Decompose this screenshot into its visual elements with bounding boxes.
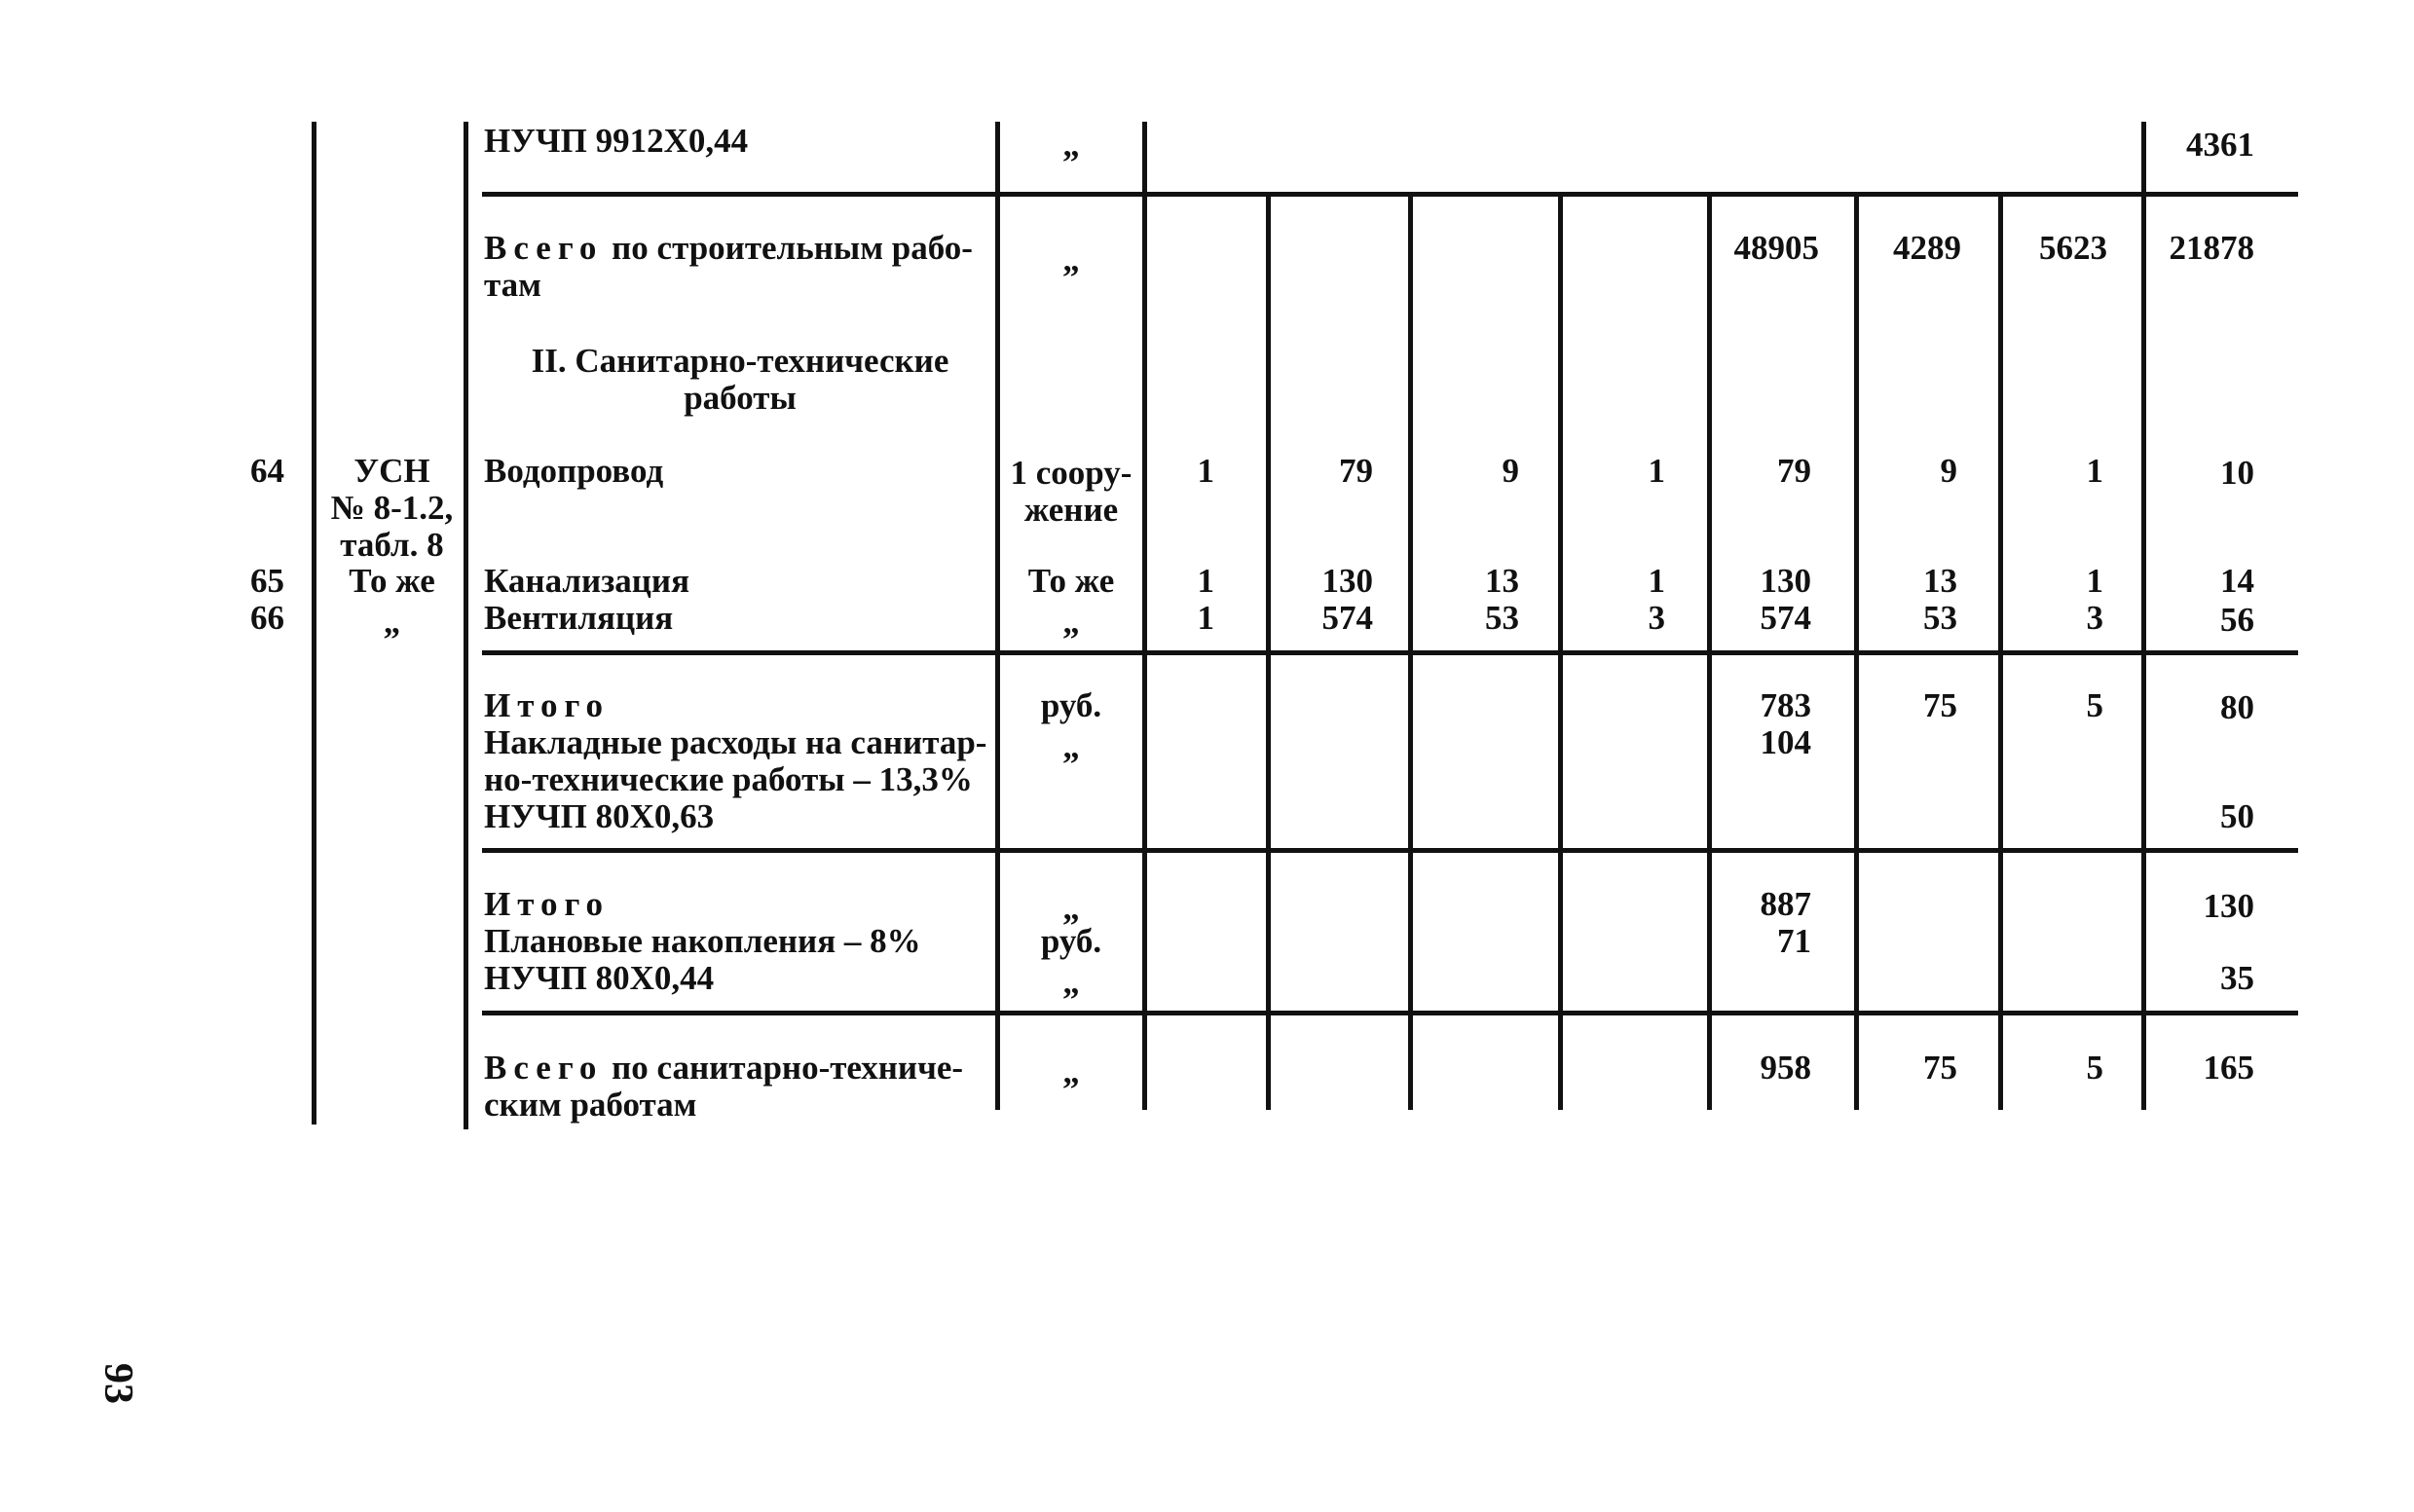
nuchp2-label: НУЧП 80Х0,44 — [484, 959, 715, 997]
item-64-ref-1: УСН — [353, 452, 430, 490]
sanitary-total-unit: „ — [1062, 1052, 1080, 1090]
nuchp2-c9: 35 — [2220, 959, 2254, 997]
item-64-c3: 79 — [1339, 452, 1373, 490]
subtotal1-c9: 80 — [2220, 688, 2254, 726]
rule-row-4 — [482, 1011, 2298, 1015]
subtotal2-label: Итого — [484, 885, 610, 923]
construction-total-unit: „ — [1062, 240, 1080, 278]
rule-col-name — [995, 122, 1000, 1110]
planned-unit: руб. — [1040, 922, 1102, 960]
subtotal1-unit: руб. — [1040, 686, 1102, 724]
item-65-unit-1: То же — [1027, 562, 1115, 600]
item-66-c5: 3 — [1648, 599, 1665, 637]
subtotal1-label: Итого — [484, 686, 610, 724]
construction-total-rest: по строительным рабо- — [612, 229, 973, 267]
overhead-c6: 104 — [1760, 723, 1811, 761]
item-64-c2: 1 — [1197, 452, 1214, 490]
item-64-c8: 1 — [2086, 452, 2103, 490]
sanitary-total-rest: по санитарно-техниче- — [612, 1049, 964, 1087]
sanitary-total-spaced: Всего — [484, 1049, 604, 1087]
sanitary-total-c6: 958 — [1760, 1049, 1811, 1087]
item-65-ref-1: То же — [349, 562, 435, 600]
item-65-c5: 1 — [1648, 562, 1665, 600]
construction-total-c6: 48905 — [1733, 229, 1819, 267]
item-65-num: 65 — [250, 562, 284, 600]
item-64-ref-3: табл. 8 — [340, 526, 444, 564]
item-64-ref-2: № 8-1.2, — [330, 489, 454, 527]
item-64-name: Водопровод — [484, 452, 664, 490]
construction-total-c9: 21878 — [2169, 229, 2254, 267]
item-65-c3: 130 — [1321, 562, 1373, 600]
item-65-c7: 13 — [1923, 562, 1957, 600]
construction-total-c7: 4289 — [1893, 229, 1961, 267]
item-65-name: Канализация — [484, 562, 690, 600]
subtotal1-c6: 783 — [1760, 686, 1811, 724]
sanitary-total-label-line2: ским работам — [484, 1086, 697, 1124]
rule-col-num — [312, 122, 316, 1125]
page-number: 93 — [95, 1363, 140, 1404]
item-66-c7: 53 — [1923, 599, 1957, 637]
item-65-c8: 1 — [2086, 562, 2103, 600]
item-65-c4: 13 — [1485, 562, 1519, 600]
top-row-total: 4361 — [2186, 126, 2254, 164]
sanitary-total-c9: 165 — [2203, 1049, 2254, 1087]
nuchp1-c9: 50 — [2220, 797, 2254, 835]
item-66-c6: 574 — [1760, 599, 1811, 637]
item-64-c4: 9 — [1502, 452, 1519, 490]
item-66-c2: 1 — [1197, 599, 1214, 637]
nuchp1-label: НУЧП 80Х0,63 — [484, 797, 715, 835]
item-64-unit-1: 1 соору- — [1010, 454, 1133, 492]
item-66-num: 66 — [250, 599, 284, 637]
subtotal1-c7: 75 — [1923, 686, 1957, 724]
item-66-c4: 53 — [1485, 599, 1519, 637]
item-66-unit-1: „ — [1062, 603, 1080, 641]
sanitary-total-label — [484, 1050, 963, 1087]
overhead-line1: Накладные расходы на санитар- — [484, 723, 987, 761]
nuchp2-unit: „ — [1062, 963, 1080, 1001]
item-65-c9: 14 — [2220, 562, 2254, 600]
item-66-c8: 3 — [2086, 599, 2103, 637]
section-heading-line2: работы — [684, 379, 797, 417]
top-row-unit: „ — [1062, 126, 1080, 164]
item-66-c3: 574 — [1321, 599, 1373, 637]
rule-row-2 — [482, 650, 2298, 655]
overhead-line2: но-технические работы – 13,3% — [484, 760, 973, 798]
construction-total-label — [484, 230, 973, 267]
item-65-c6: 130 — [1760, 562, 1811, 600]
rule-col-ref — [464, 122, 468, 1129]
item-66-name: Вентиляция — [484, 599, 674, 637]
item-66-c9: 56 — [2220, 601, 2254, 639]
construction-total-c8: 5623 — [2039, 229, 2107, 267]
item-64-c9: 10 — [2220, 454, 2254, 492]
item-64-c7: 9 — [1940, 452, 1957, 490]
subtotal2-unit: „ — [1062, 889, 1080, 927]
rule-col-c9 — [2141, 122, 2146, 1110]
overhead-unit: „ — [1062, 727, 1080, 765]
planned-c6: 71 — [1777, 922, 1811, 960]
rule-row-3 — [482, 848, 2298, 853]
construction-total-spaced: Всего — [484, 229, 604, 267]
item-64-c6: 79 — [1777, 452, 1811, 490]
rule-col-unit — [1142, 122, 1147, 1110]
subtotal2-c9: 130 — [2203, 887, 2254, 925]
top-row-label: НУЧП 9912Х0,44 — [484, 122, 749, 160]
sanitary-total-c8: 5 — [2086, 1049, 2103, 1087]
rule-row-1 — [482, 192, 2298, 197]
item-64-unit-2: жение — [1023, 491, 1119, 529]
construction-total-label-line2: там — [484, 266, 541, 304]
item-64-c5: 1 — [1648, 452, 1665, 490]
item-65-c2: 1 — [1197, 562, 1214, 600]
item-66-ref-1: „ — [383, 603, 401, 641]
planned-label: Плановые накопления – 8% — [484, 922, 921, 960]
subtotal2-c6: 887 — [1760, 885, 1811, 923]
subtotal1-c8: 5 — [2086, 686, 2103, 724]
section-heading-line1: II. Санитарно-технические — [531, 342, 949, 380]
item-64-num: 64 — [250, 452, 284, 490]
sanitary-total-c7: 75 — [1923, 1049, 1957, 1087]
